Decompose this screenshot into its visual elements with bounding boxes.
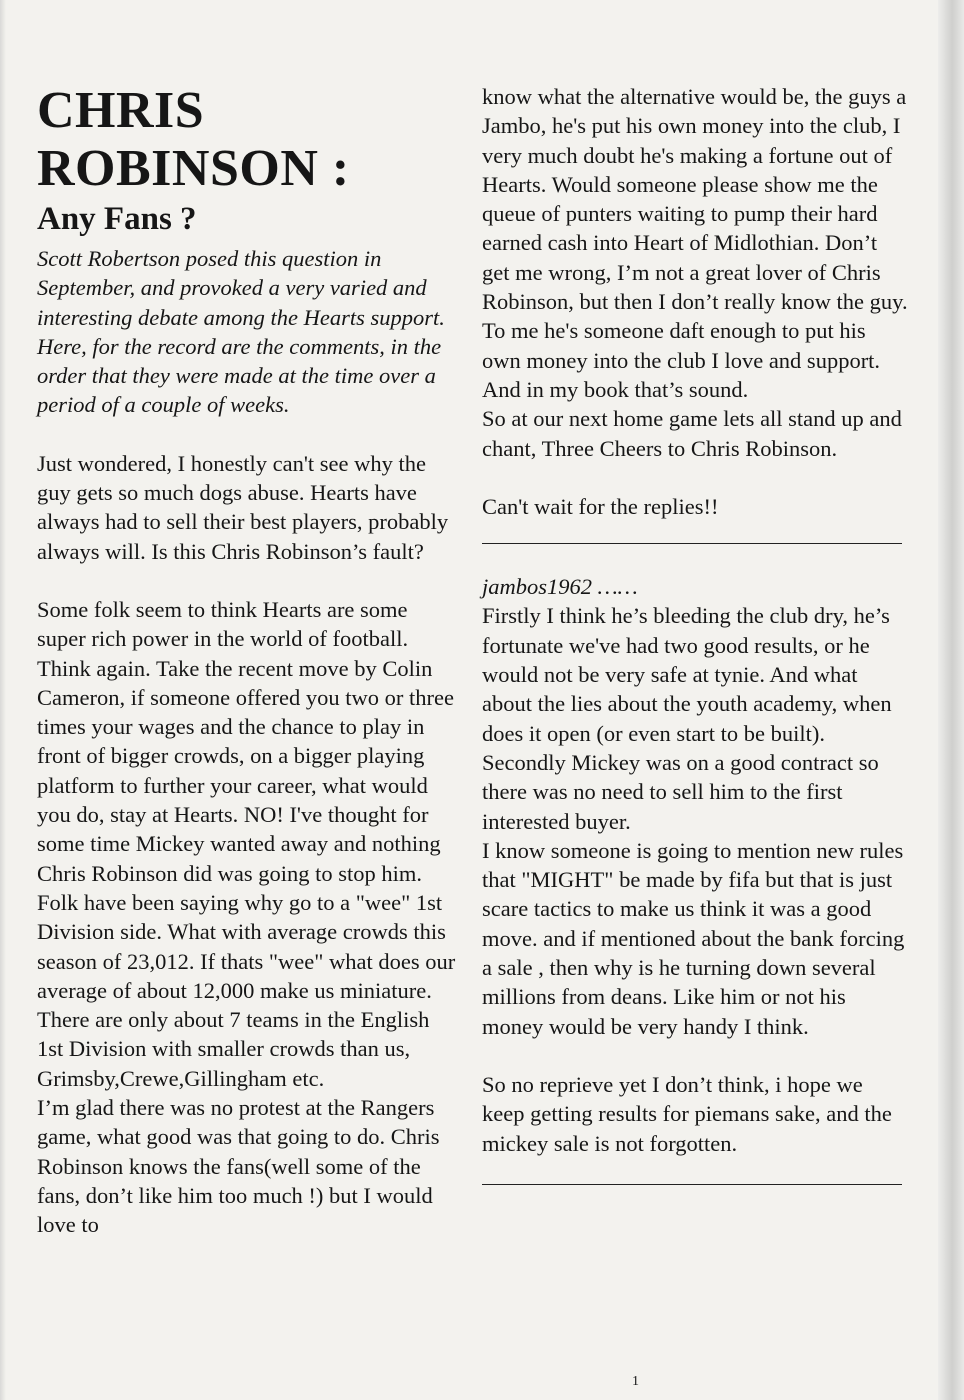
page-number: 1 xyxy=(632,1374,639,1389)
comment-author: jambos1962 …… xyxy=(482,574,638,600)
right-paragraph-5: I know someone is going to mention new rules that "MIGHT" be made by fifa but that is just scare tactics to make us think it was a good move. and if mentioned about the bank forcing a sale , then why is he turning down several millions from deans. Like him or not his money would be very handy I think. xyxy=(482,837,905,1039)
right-paragraph-6: So no reprieve yet I don’t think, i hope we keep getting results for piemans sake, and the mickey sale is not forgotten. xyxy=(482,1071,892,1156)
article-title xyxy=(37,82,459,198)
right-paragraph-2: So at our next home game lets all stand up and chant, Three Cheers to Chris Robinson. xyxy=(482,406,902,461)
right-column xyxy=(482,82,910,1185)
left-paragraph-3: I’m glad there was no protest at the Rangers game, what good was that going to do. Chris Robinson knows the fans(well some of the fans, don’t like him too much !) but I would love to xyxy=(37,1095,440,1238)
spacer xyxy=(482,463,910,492)
left-paragraph-1: Just wondered, I honestly can't see why the guy gets so much dogs abuse. Hearts have always had to sell their best players, probably always will. Is this Chris Robinson’s fault? xyxy=(37,450,449,564)
spacer xyxy=(37,420,459,449)
title-line-2: ROBINSON : xyxy=(37,140,350,197)
left-column xyxy=(37,82,459,1240)
right-paragraph-3: Can't wait for the replies!! xyxy=(482,493,719,519)
page-fold-shadow xyxy=(938,0,964,1400)
section-divider-bottom xyxy=(482,1184,902,1185)
right-paragraph-1: know what the alternative would be, the guys a Jambo, he's put his own money into the club, I very much doubt he's making a fortune out of Hearts. Would someone please show me the queue of punters waiting to pump their hard earned cash into Heart of Midlothian. Don’t get me wrong, I’m not a great lover of Chris Robinson, but then I don’t really know the guy. To me he's someone daft enough to put his own money into the club I love and support. And in my book that’s sound. xyxy=(482,84,908,402)
right-paragraph-4: Firstly I think he’s bleeding the club dry, he’s fortunate we've had two good results, or he would not be very safe at tynie. And what about the lies about the youth academy, when does it open (or even start to be built). Secondly Mickey was on a good contract so there was no need to sell him to the first interested buyer. xyxy=(482,603,892,834)
spacer xyxy=(482,1041,910,1070)
article-subtitle: Any Fans ? xyxy=(37,201,197,237)
page-edge-left xyxy=(0,0,6,1400)
spacer xyxy=(37,566,459,595)
article-intro: Scott Robertson posed this question in September, and provoked a very varied and interesting debate among the Hearts support. Here, for the record are the comments, in the order that they were made at the time over a period of a couple of weeks. xyxy=(37,246,445,418)
title-line-1: CHRIS xyxy=(37,82,205,139)
left-paragraph-2: Some folk seem to think Hearts are some super rich power in the world of football. Think again. Take the recent move by Colin Cameron, if someone offered you two or three times your wages and the chance to play in front of bigger crowds, on a bigger playing platform to further your career, what would you do, stay at Hearts. NO! I've thought for some time Mickey wanted away and nothing Chris Robinson did was going to stop him. Folk have been saying why go to a "wee" 1st Division side. What with average crowds this season of 23,012. If thats "wee" what does our average of about 12,000 make us miniature. There are only about 7 teams in the English 1st Division with smaller crowds than us, Grimsby,Crewe,Gillingham etc. xyxy=(37,596,456,1091)
